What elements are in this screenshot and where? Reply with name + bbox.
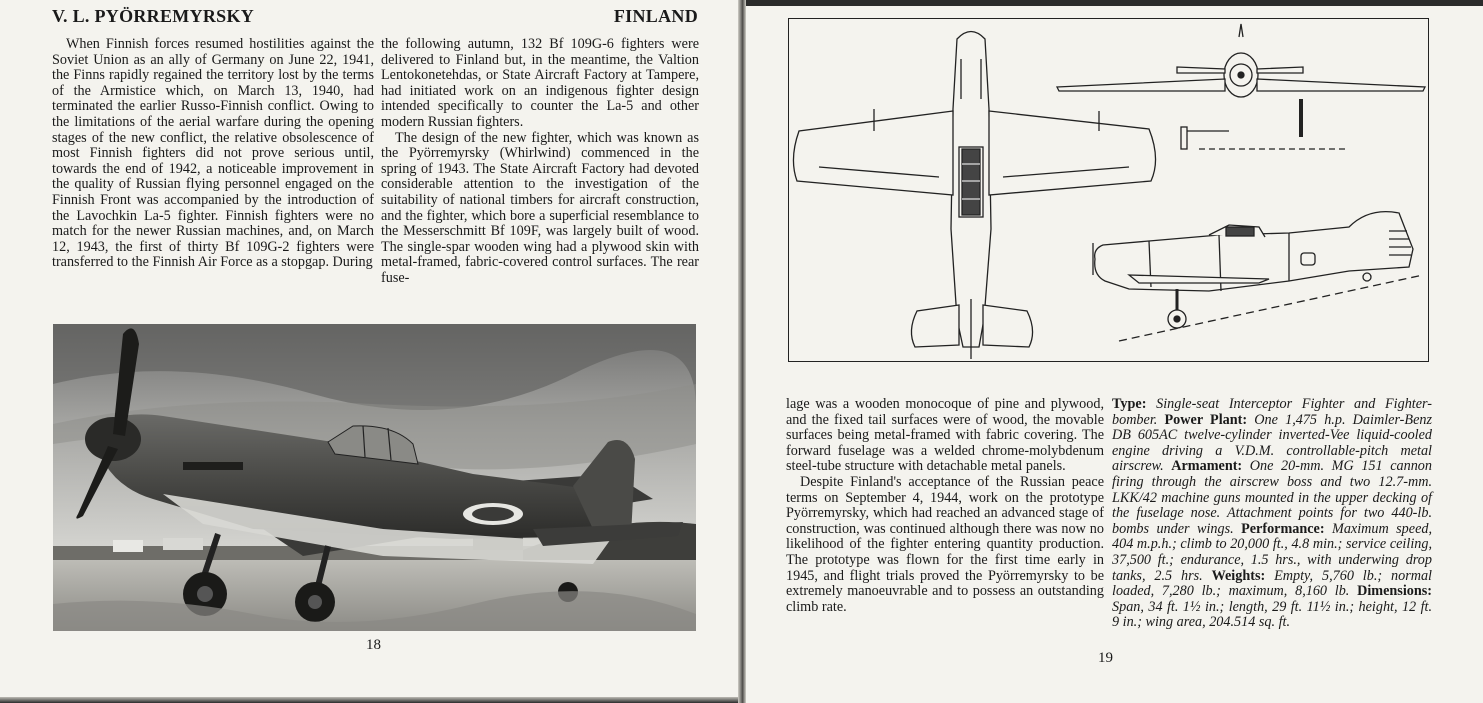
spec-weights-value: Empty, 5,760 lb.; normal loaded, 7,280 lb.; maximum, 8,160 lb. — [1112, 567, 1432, 600]
aircraft-photo-drawing — [53, 324, 696, 631]
paragraph: the following autumn, 132 Bf 109G-6 fighters were delivered to Finland but, in the meantime, the Valtion Lentokonetehdas, or State Aircraft Factory at Tampere, had initiated work on an indigenous fighter design intended specifically to counter the La-5 and other modern Russian fighters. — [381, 36, 699, 130]
left-column-1 — [52, 37, 374, 271]
spec-performance-label: Performance: — [1241, 520, 1332, 537]
right-column-1 — [786, 397, 1104, 615]
country-heading: FINLAND — [613, 6, 698, 26]
right-page-content — [746, 0, 1483, 703]
specification-block — [1112, 397, 1432, 631]
book-gutter — [738, 0, 746, 703]
page-number-left: 18 — [366, 637, 381, 653]
paragraph: Despite Finland's acceptance of the Russian peace terms on September 4, 1944, work on the prototype Pyörremyrsky, which had reached an advanced stage of construction, was continued although there was now no likelihood of the fighter entering quantity production. The prototype was flown for the first time early in 1945, and flight trials proved the Pyörremyrsky to be extremely manoeuvrable and to possess an outstanding climb rate. — [786, 473, 1104, 615]
spec-power-value: One 1,475 h.p. Daimler-Benz DB 605AC twelve-cylinder inverted-Vee liquid-cooled engine driving a V.D.M. controllable-pitch metal airscrew. — [1112, 411, 1432, 475]
page-number-right: 19 — [1098, 650, 1113, 666]
paragraph: The design of the new fighter, which was known as the Pyörremyrsky (Whirlwind) commenced in the spring of 1943. The State Aircraft Factory had devoted considerable attention to the investigation of the suitability of national timbers for aircraft construction, and the fighter, which bore a superficial resemblance to the Messerschmitt Bf 109F, was largely built of wood. The single-spar wooden wing had a plywood skin with metal-framed, fabric-covered control surfaces. The rear fuse- — [381, 129, 699, 286]
page-title: V. L. PYÖRREMYRSKY — [52, 6, 255, 26]
left-column-2 — [381, 37, 699, 287]
running-head — [52, 6, 698, 30]
paragraph: When Finnish forces resumed hostilities against the Soviet Union as an ally of Germany on June 22, 1941, the Finns rapidly regained the territory lost by the terms of the Armistice which, on March 13, 1940, had terminated the earlier Russo-Finnish conflict. Owing to the limitations of the aerial warfare during the opening stages of the new conflict, the relative obsolescence of most Finnish fighters did not prove serious until, towards the end of 1942, a noticeable improvement in the quality of Russian flying personnel engaged on the Finnish Front was accompanied by the introduction of the Lavochkin La-5 fighter. Finnish fighters were no match for the newer Russian machines, and, on March 12, 1943, the first of thirty Bf 109G-2 fighters were transferred to the Finnish Air Force as a stopgap. During — [52, 36, 374, 271]
spec-dimensions-value: Span, 34 ft. 1½ in.; length, 29 ft. 11½ in.; height, 12 ft. 9 in.; wing area, 204.514 sq. ft. — [1112, 598, 1432, 631]
spec-armament-value: One 20-mm. MG 151 cannon firing through the airscrew boss and two 12.7-mm. LKK/42 machine guns mounted in the upper decking of the fuselage nose. Attachment points for two 440-lb. bombs under wings. — [1112, 458, 1432, 537]
spec-weights-label: Weights: — [1211, 567, 1275, 584]
paragraph: lage was a wooden monocoque of pine and plywood, and the fixed tail surfaces were of wood, the movable surfaces being metal-framed with fabric covering. The forward fuselage was a welded chrome-molybdenum steel-tube structure with detachable metal panels. — [786, 396, 1104, 475]
three-view-svg — [789, 19, 1430, 363]
three-view-drawing — [788, 18, 1429, 362]
spec-type-value: Single-seat Interceptor Fighter and Fighter-bomber. — [1112, 396, 1433, 428]
spec-dimensions-label: Dimensions: — [1357, 583, 1432, 600]
left-page-content — [0, 0, 738, 703]
spec-type-label: Type: — [1112, 396, 1157, 412]
spec-armament-label: Armament: — [1171, 458, 1250, 475]
spec-power-label: Power Plant: — [1164, 411, 1255, 428]
aircraft-photograph — [53, 324, 696, 631]
spec-performance-value: Maximum speed, 404 m.p.h.; climb to 20,000 ft., 4.8 min.; service ceiling, 37,500 ft.; endurance, 1.5 hrs., with underwing drop tanks, 2.5 hrs. — [1112, 520, 1433, 584]
